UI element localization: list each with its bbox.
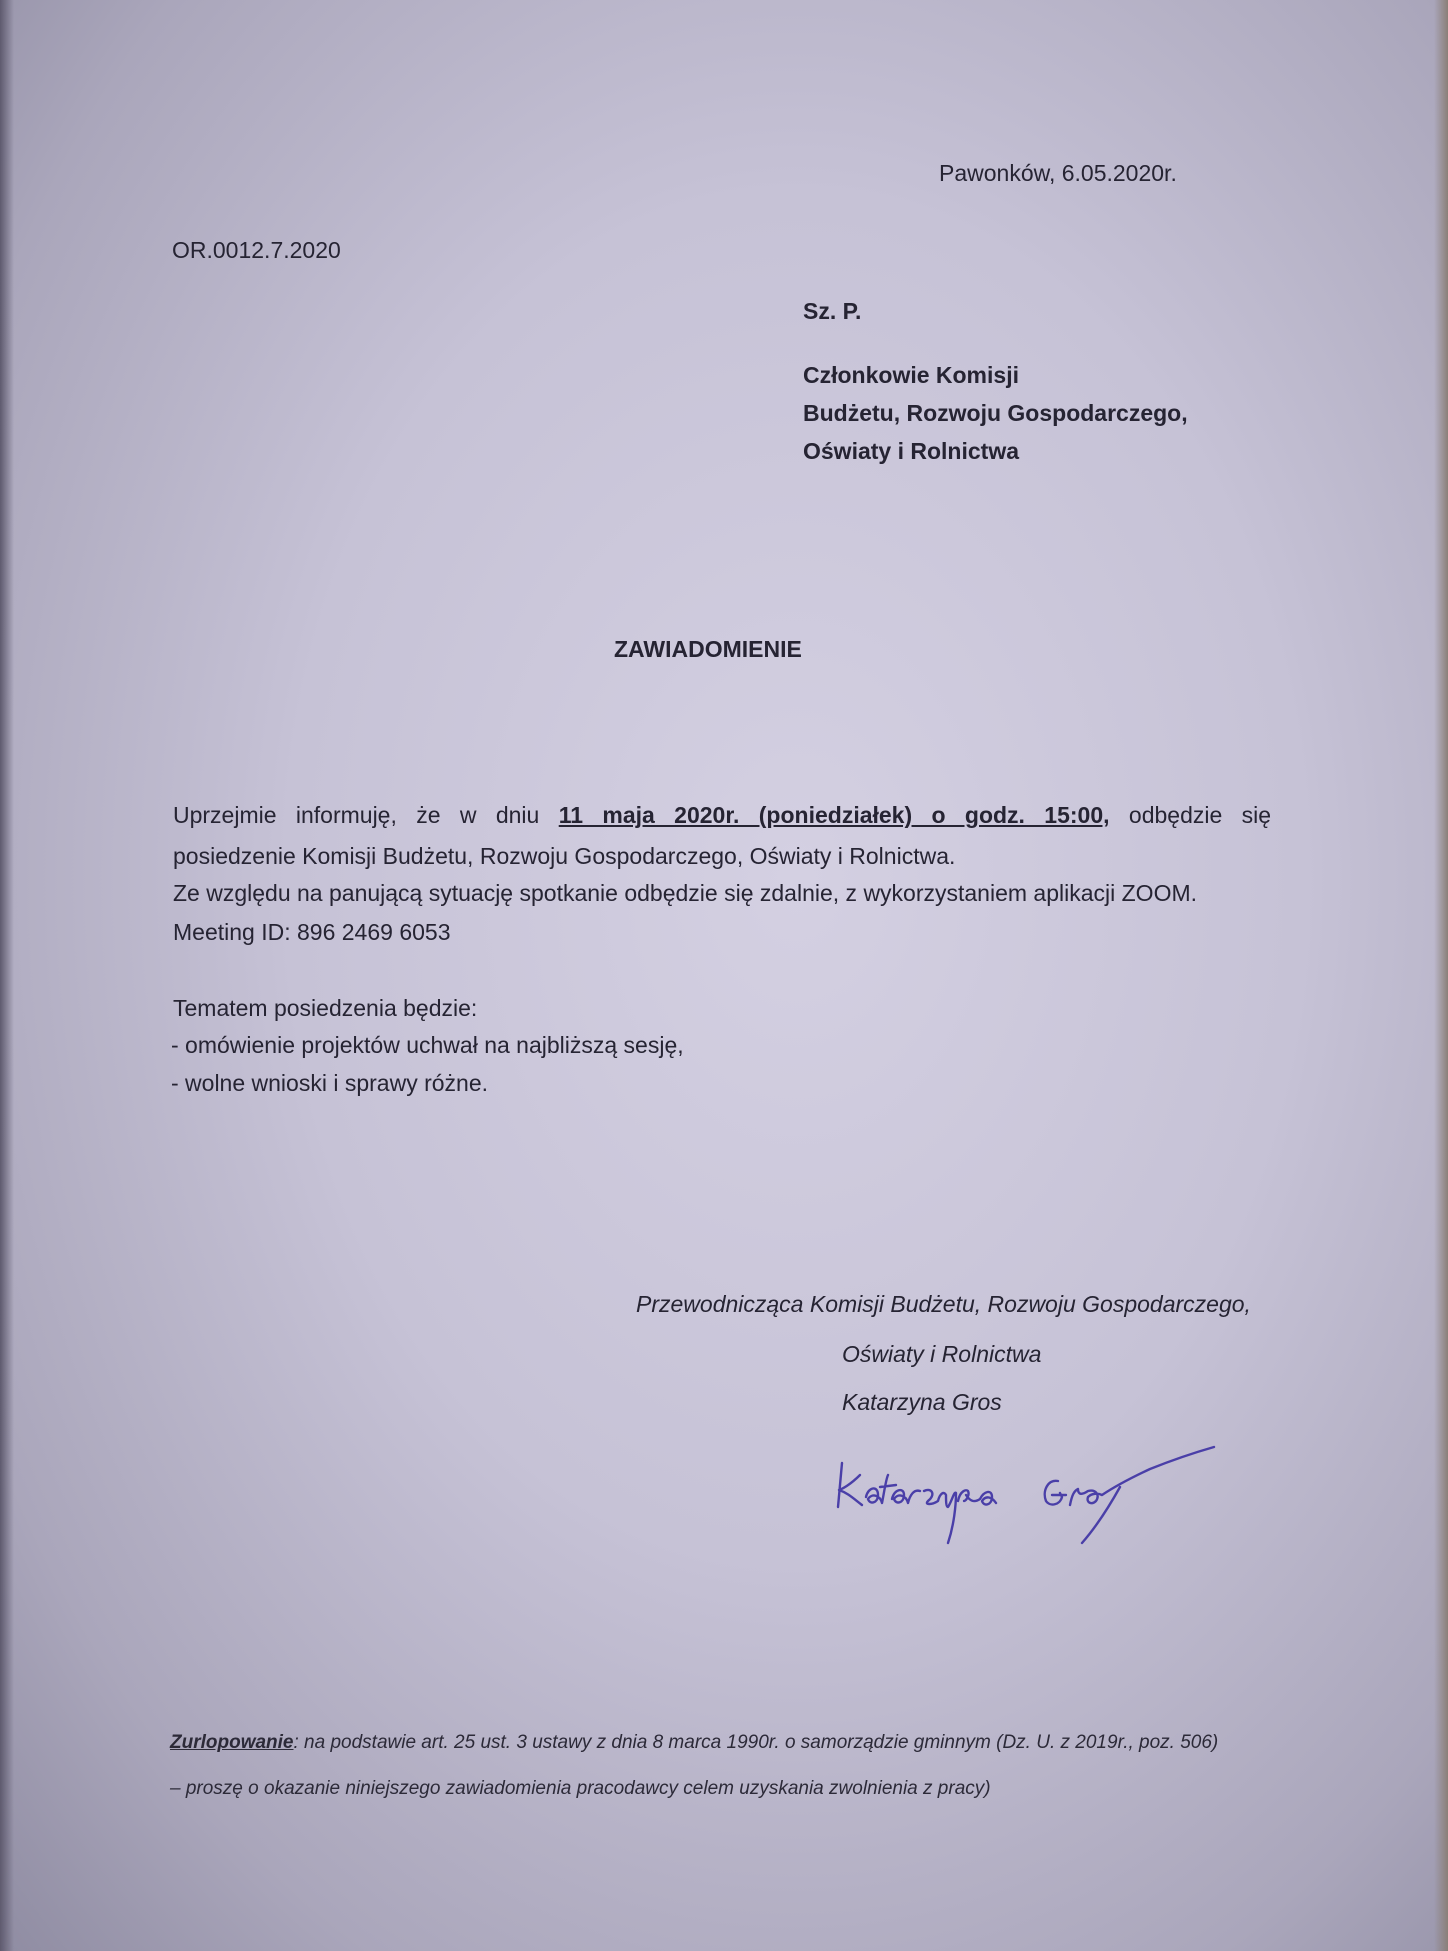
agenda-intro: Tematem posiedzenia będzie: (173, 995, 478, 1021)
place-date: Pawonków, 6.05.2020r. (939, 160, 1177, 186)
body-line-2: posiedzenie Komisji Budżetu, Rozwoju Gospodarczego, Oświaty i Rolnictwa. (173, 843, 956, 869)
meeting-id: Meeting ID: 896 2469 6053 (173, 919, 451, 945)
document-title: ZAWIADOMIENIE (614, 636, 802, 662)
signatory-title-cont: Oświaty i Rolnictwa (842, 1341, 1042, 1367)
footer-line-2: – proszę o okazanie niniejszego zawiadomienia pracodawcy celem uzyskania zwolnienia z pracy) (170, 1778, 991, 1799)
agenda-item: - omówienie projektów uchwał na najbliższą sesję, (171, 1032, 684, 1058)
addressee-salutation: Sz. P. (803, 298, 862, 324)
body-line-1-start: Uprzejmie informuję, że w dniu (173, 802, 540, 828)
handwritten-signature (820, 1435, 1240, 1555)
footer-label: Zurlopowanie (170, 1732, 294, 1753)
body-line-1 (173, 800, 1271, 830)
body-line-3: Ze względu na panującą sytuację spotkanie odbędzie się zdalnie, z wykorzystaniem aplikacji ZOOM. (173, 880, 1198, 906)
body-line-1-end: odbędzie się (1128, 802, 1272, 828)
agenda-item: - wolne wnioski i sprawy różne. (171, 1070, 489, 1096)
paper-edge-left (0, 0, 14, 1951)
addressee-line: Członkowie Komisji (803, 362, 1019, 388)
signatory-name: Katarzyna Gros (842, 1389, 1002, 1415)
signatory-title: Przewodnicząca Komisji Budżetu, Rozwoju Gospodarczego, (636, 1291, 1251, 1317)
addressee-line: Oświaty i Rolnictwa (803, 438, 1019, 464)
signature-ink (838, 1447, 1214, 1543)
footer-line-1-rest: : na podstawie art. 25 ust. 3 ustawy z dnia 8 marca 1990r. o samorządzie gminnym (Dz. U. z 2019r., poz. 506) (293, 1732, 1219, 1753)
paper-edge-right (1434, 0, 1448, 1951)
reference-number: OR.0012.7.2020 (172, 237, 341, 263)
meeting-date-highlight: 11 maja 2020r. (poniedziałek) o godz. 15:00, (558, 802, 1110, 828)
footer-line-1 (170, 1730, 1218, 1756)
addressee-line: Budżetu, Rozwoju Gospodarczego, (803, 400, 1188, 426)
